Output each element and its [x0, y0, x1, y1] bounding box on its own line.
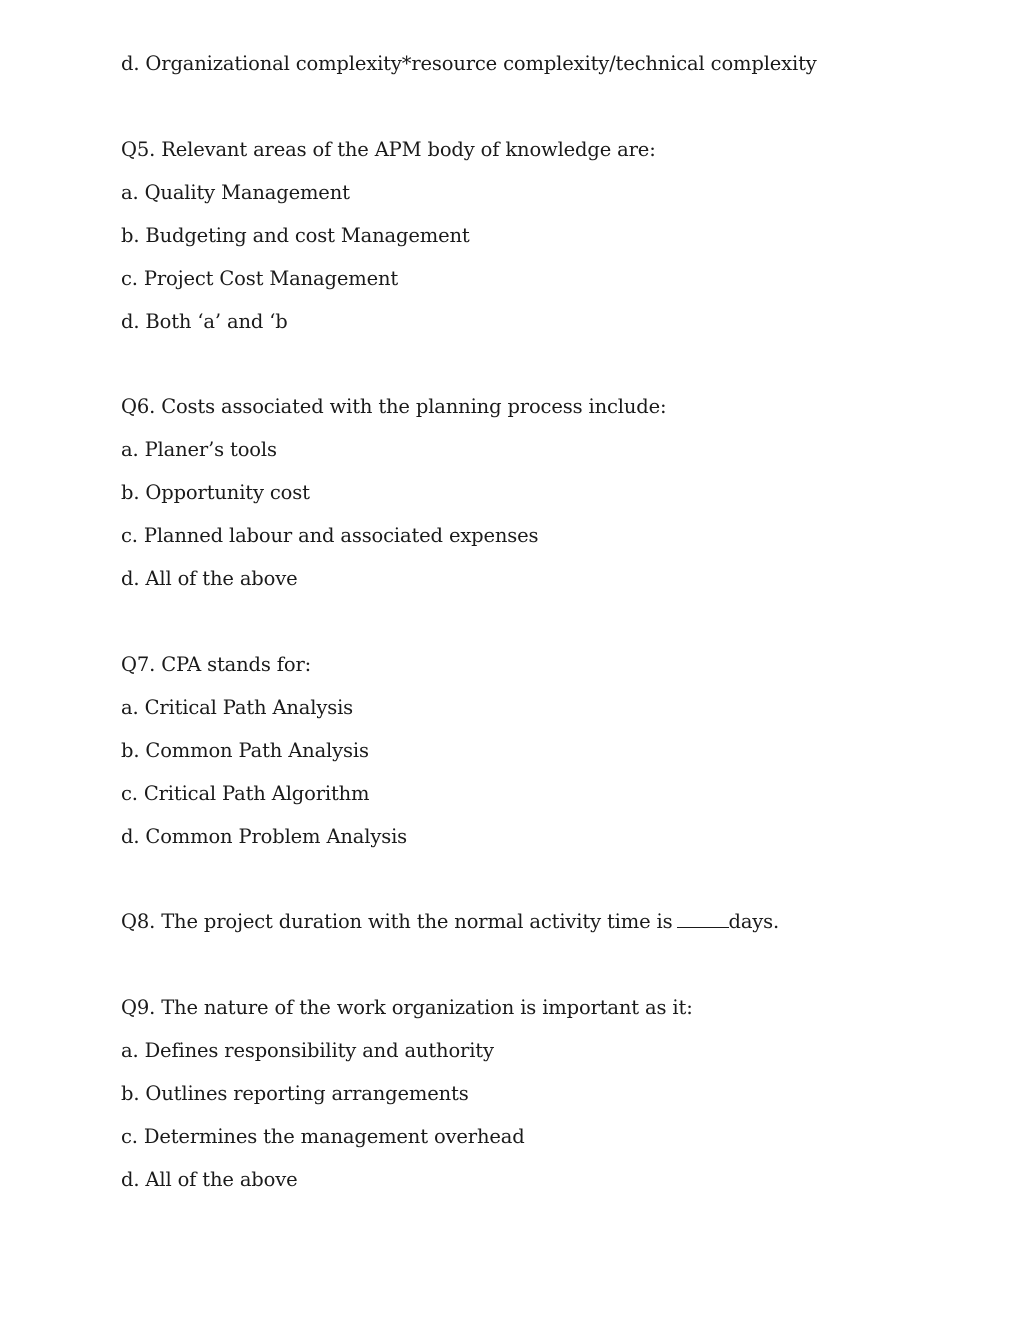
q7-option-d: d. Common Problem Analysis — [121, 825, 408, 848]
q9-stem: Q9. The nature of the work organization is important as it: — [121, 996, 693, 1019]
q8-stem-before-blank: Q8. The project duration with the normal activity time is — [121, 910, 673, 933]
q6-option-c: c. Planned labour and associated expenses — [121, 524, 539, 547]
q5-option-b: b. Budgeting and cost Management — [121, 224, 470, 247]
q7-option-a: a. Critical Path Analysis — [121, 696, 354, 719]
q8-stem — [121, 910, 779, 934]
q5-option-c: c. Project Cost Management — [121, 267, 399, 290]
q9-option-c: c. Determines the management overhead — [121, 1125, 525, 1148]
q6-option-a: a. Planer’s tools — [121, 438, 277, 461]
q8-answer-blank — [677, 911, 729, 928]
q5-option-a: a. Quality Management — [121, 181, 350, 204]
q9-option-d: d. All of the above — [121, 1168, 298, 1191]
q5-option-d: d. Both ‘a’ and ‘b — [121, 310, 288, 333]
q7-stem: Q7. CPA stands for: — [121, 653, 312, 676]
q8-stem-after-blank: days. — [728, 910, 780, 933]
q7-option-b: b. Common Path Analysis — [121, 739, 369, 762]
q7-option-c: c. Critical Path Algorithm — [121, 782, 370, 805]
q6-stem: Q6. Costs associated with the planning process include: — [121, 395, 667, 418]
q9-option-a: a. Defines responsibility and authority — [121, 1039, 494, 1062]
q5-stem: Q5. Relevant areas of the APM body of knowledge are: — [121, 138, 656, 161]
q6-option-d: d. All of the above — [121, 567, 298, 590]
prev-question-option-d: d. Organizational complexity*resource complexity/technical complexity — [121, 52, 817, 75]
q9-option-b: b. Outlines reporting arrangements — [121, 1082, 469, 1105]
q6-option-b: b. Opportunity cost — [121, 481, 310, 504]
